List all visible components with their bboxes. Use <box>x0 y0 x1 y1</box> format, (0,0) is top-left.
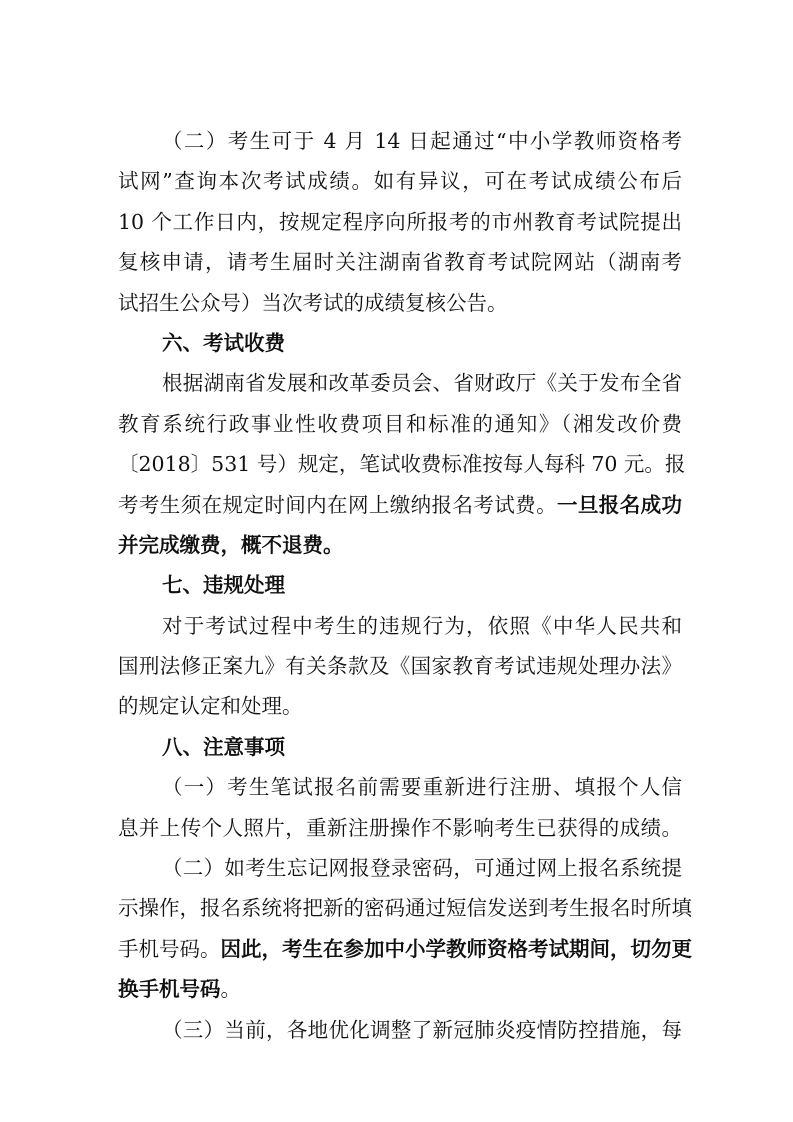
paragraph-line: 示操作，报名系统将把新的密码通过短信发送到考生报名时所填 <box>118 896 692 921</box>
text-normal: 。 <box>220 977 241 1002</box>
paragraph-line <box>118 525 682 565</box>
paragraph-line: 试网”查询本次考试成绩。如有异议，可在考试成绩公布后 <box>118 169 682 194</box>
paragraph-line <box>118 969 682 1009</box>
paragraph-line: 复核申请，请考生届时关注湖南省教育考试院网站（湖南考 <box>118 250 682 275</box>
paragraph-line: 息并上传个人照片，重新注册操作不影响考生已获得的成绩。 <box>118 815 682 840</box>
section-heading-notes: 八、注意事项 <box>162 734 285 759</box>
text-normal: 手机号码。 <box>118 936 221 961</box>
paragraph-line: 试招生公众号）当次考试的成绩复核公告。 <box>118 290 508 315</box>
paragraph-line: 10 个工作日内，按规定程序向所报考的市州教育考试院提出 <box>118 209 682 234</box>
paragraph-line <box>118 485 682 525</box>
paragraph-line: 国刑法修正案九》有关条款及《国家教育考试违规处理办法》 <box>118 654 682 679</box>
text-bold: 并完成缴费，概不退费。 <box>118 532 344 557</box>
paragraph-line: （二）考生可于 4 月 14 日起通过“中小学教师资格考 <box>162 129 682 153</box>
paragraph-line: （二）如考生忘记网报登录密码，可通过网上报名系统提 <box>162 856 682 881</box>
section-heading-fees: 六、考试收费 <box>162 330 285 355</box>
text-normal: 考考生须在规定时间内在网上缴纳报名考试费。 <box>118 492 557 517</box>
paragraph-line: （三）当前，各地优化调整了新冠肺炎疫情防控措施，每 <box>162 1017 682 1042</box>
document-page <box>118 121 692 1050</box>
paragraph-line: 根据湖南省发展和改革委员会、省财政厅《关于发布全省 <box>162 371 682 396</box>
paragraph-line: 〔2018〕531 号）规定，笔试收费标准按每人每科 70 元。报 <box>118 452 686 477</box>
text-bold: 一旦报名成功 <box>556 492 683 517</box>
section-heading-violations: 七、违规处理 <box>162 573 285 598</box>
paragraph-line: 教育系统行政事业性收费项目和标准的通知》（湘发改价费 <box>118 411 682 436</box>
paragraph-line: 对于考试过程中考生的违规行为，依照《中华人民共和 <box>162 613 682 638</box>
text-bold: 因此，考生在参加中小学教师资格考试期间，切勿更 <box>220 936 692 961</box>
paragraph-line: 的规定认定和处理。 <box>118 694 303 719</box>
text-bold: 换手机号码 <box>118 977 221 1002</box>
paragraph-line <box>118 929 692 969</box>
paragraph-line: （一）考生笔试报名前需要重新进行注册、填报个人信 <box>162 775 682 800</box>
